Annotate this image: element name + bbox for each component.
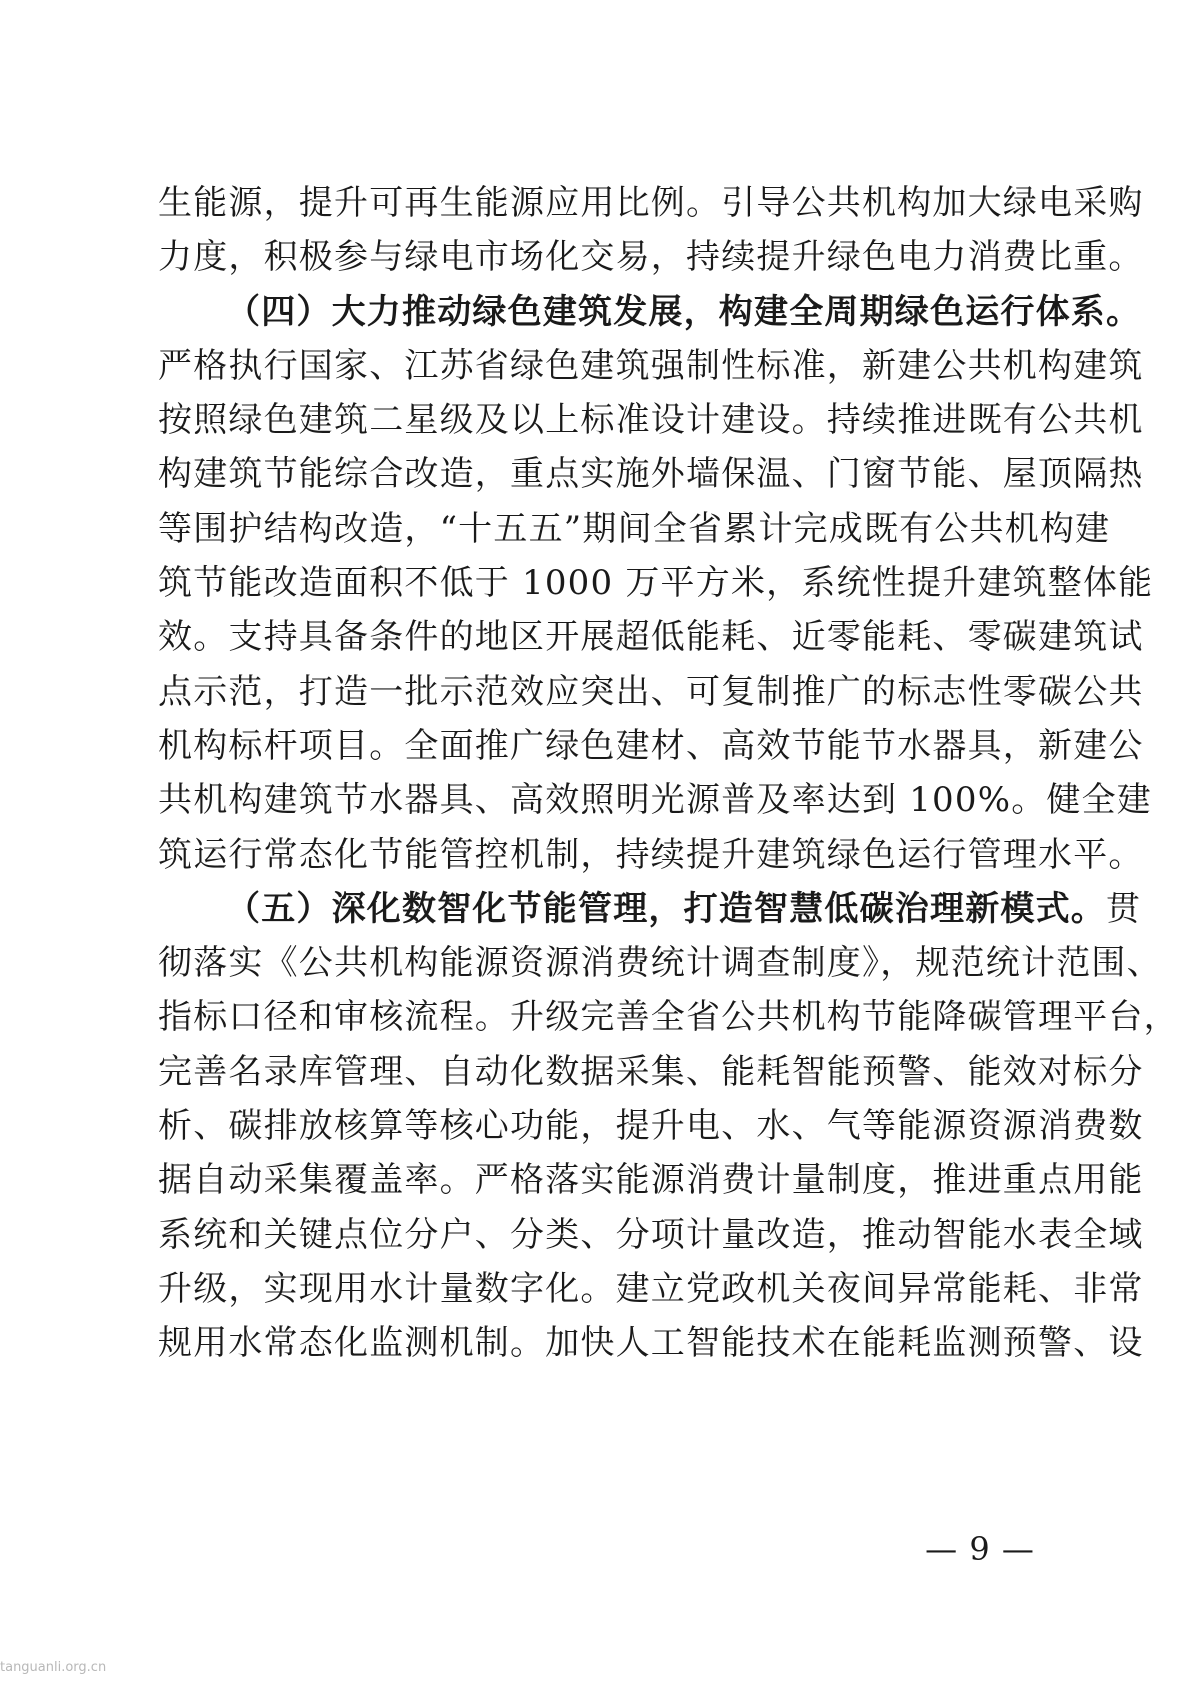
paragraph-line bbox=[158, 1153, 1144, 1207]
paragraph-line bbox=[158, 1099, 1144, 1153]
paragraph-line bbox=[158, 610, 1144, 664]
paragraph-line bbox=[158, 447, 1144, 501]
line-text: 筑节能改造面积不低于 1000 万平方米，系统性提升建筑整体能 bbox=[158, 563, 1154, 604]
paragraph-line bbox=[158, 502, 1111, 556]
section-heading-line bbox=[158, 285, 1142, 339]
line-text: 机构标杆项目。全面推广绿色建材、高效节能节水器具，新建公 bbox=[158, 725, 1144, 766]
line-text: 共机构建筑节水器具、高效照明光源普及率达到 100%。健全建 bbox=[158, 780, 1153, 821]
section-heading-five: （五）深化数智化节能管理，打造智慧低碳治理新模式。 bbox=[226, 888, 1106, 929]
section-heading-line bbox=[158, 882, 1142, 936]
line-text: 彻落实《公共机构能源资源消费统计调查制度》，规范统计范围、 bbox=[158, 943, 1162, 984]
line-text: 严格执行国家、江苏省绿色建筑强制性标准，新建公共机构建筑 bbox=[158, 345, 1144, 386]
line-text: 析、碳排放核算等核心功能，提升电、水、气等能源资源消费数 bbox=[158, 1106, 1144, 1147]
line-text: 完善名录库管理、自动化数据采集、能耗智能预警、能效对标分 bbox=[158, 1051, 1144, 1092]
line-text: 效。支持具备条件的地区开展超低能耗、近零能耗、零碳建筑试 bbox=[158, 617, 1144, 658]
line-text: 据自动采集覆盖率。严格落实能源消费计量制度，推进重点用能 bbox=[158, 1160, 1144, 1201]
paragraph-line bbox=[158, 990, 1179, 1044]
line-text: 指标口径和审核流程。升级完善全省公共机构节能降碳管理平台， bbox=[158, 997, 1179, 1038]
paragraph-line bbox=[158, 1262, 1144, 1316]
paragraph-line bbox=[158, 1316, 1144, 1370]
watermark: tanguanli.org.cn bbox=[0, 1660, 107, 1675]
paragraph-line bbox=[158, 773, 1153, 827]
line-text: 按照绿色建筑二星级及以上标准设计建设。持续推进既有公共机 bbox=[158, 400, 1144, 441]
paragraph-line bbox=[158, 665, 1144, 719]
paragraph-line bbox=[158, 1208, 1144, 1262]
paragraph-line bbox=[158, 1045, 1144, 1099]
line-text: 筑运行常态化节能管控机制，持续提升建筑绿色运行管理水平。 bbox=[158, 834, 1144, 875]
line-text: 系统和关键点位分户、分类、分项计量改造，推动智能水表全域 bbox=[158, 1214, 1144, 1255]
paragraph-line bbox=[158, 176, 1144, 230]
paragraph-line bbox=[158, 393, 1144, 447]
paragraph-line bbox=[158, 339, 1144, 393]
line-text: 贯 bbox=[1106, 888, 1142, 929]
line-text: 生能源，提升可再生能源应用比例。引导公共机构加大绿电采购 bbox=[158, 183, 1144, 223]
line-text: 点示范，打造一批示范效应突出、可复制推广的标志性零碳公共 bbox=[158, 671, 1144, 712]
section-heading-four: （四）大力推动绿色建筑发展，构建全周期绿色运行体系。 bbox=[226, 291, 1142, 332]
body-text bbox=[158, 176, 1179, 1371]
paragraph-line bbox=[158, 828, 1144, 882]
line-text: 规用水常态化监测机制。加快人工智能技术在能耗监测预警、设 bbox=[158, 1323, 1144, 1364]
page-number: — 9 — bbox=[925, 1530, 1035, 1568]
line-text: 力度，积极参与绿电市场化交易，持续提升绿色电力消费比重。 bbox=[158, 237, 1144, 278]
paragraph-line bbox=[158, 719, 1144, 773]
line-text: 升级，实现用水计量数字化。建立党政机关夜间异常能耗、非常 bbox=[158, 1268, 1144, 1309]
line-text: 等围护结构改造，“十五五”期间全省累计完成既有公共机构建 bbox=[158, 508, 1111, 549]
paragraph-line bbox=[158, 230, 1144, 284]
paragraph-line bbox=[158, 556, 1154, 610]
paragraph-line bbox=[158, 936, 1162, 990]
line-text: 构建筑节能综合改造，重点实施外墙保温、门窗节能、屋顶隔热 bbox=[158, 454, 1144, 495]
